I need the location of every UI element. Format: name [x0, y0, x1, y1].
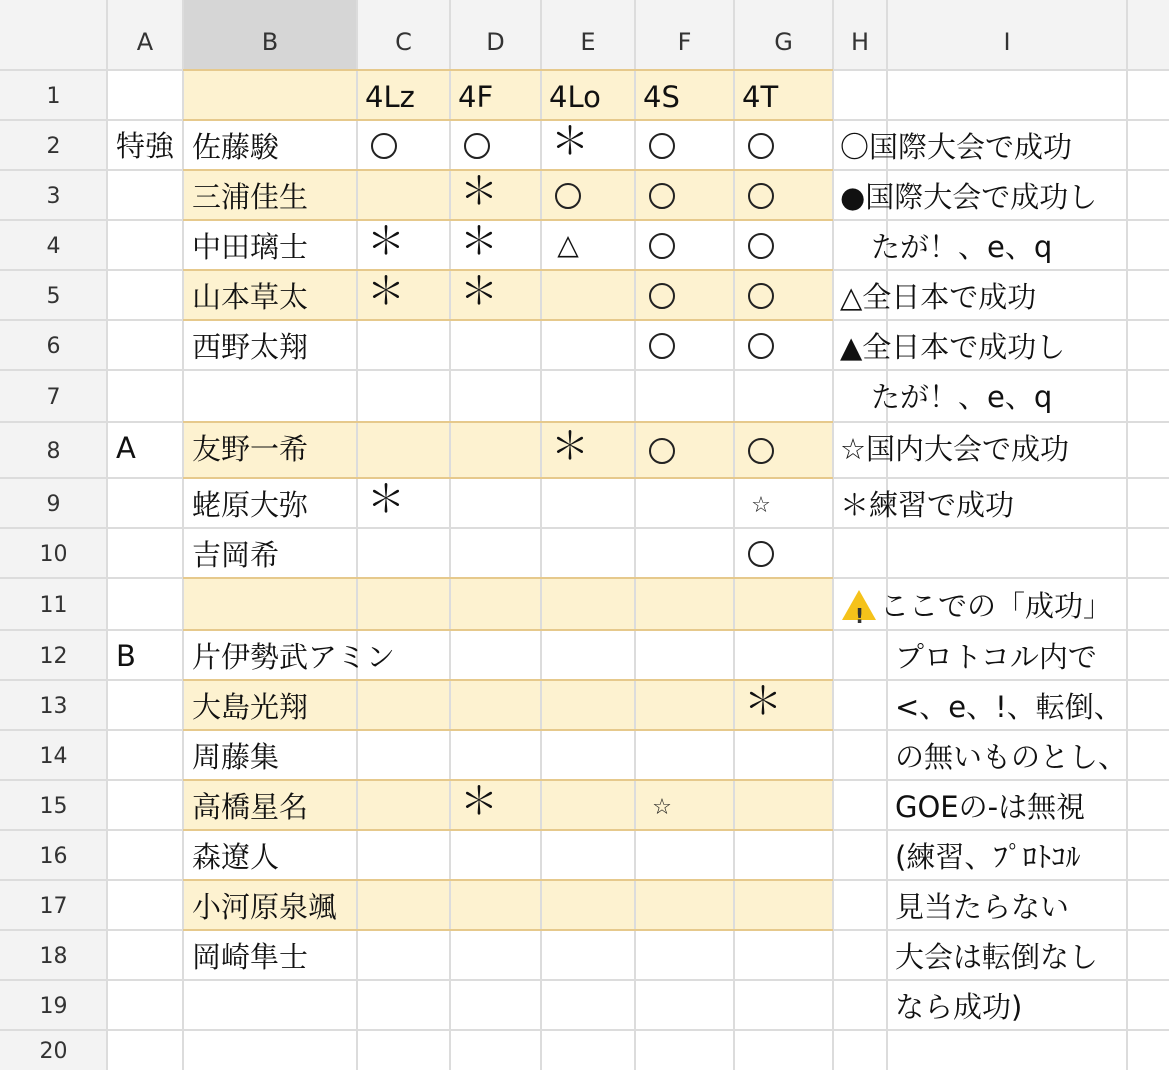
- circle-mark: [748, 133, 774, 159]
- highlight-row-2: [183, 70, 833, 120]
- row-header-16[interactable]: 16: [39, 844, 68, 869]
- note-line: の無いものとし、: [895, 740, 1128, 774]
- skater-name[interactable]: 山本草太: [192, 280, 309, 314]
- row-header-15[interactable]: 15: [39, 794, 68, 819]
- highlight-border: [183, 477, 833, 479]
- grid-vline: [1126, 0, 1128, 1070]
- highlight-border: [183, 169, 833, 171]
- row-header-1[interactable]: 1: [46, 84, 61, 109]
- jump-mark-circle[interactable]: [744, 120, 778, 170]
- circle-mark: [649, 333, 675, 359]
- star-mark: ＊: [460, 779, 499, 823]
- jump-header-4f[interactable]: 4F: [458, 80, 494, 114]
- highlight-border: [183, 269, 833, 271]
- skater-name[interactable]: 岡崎隼士: [192, 940, 309, 974]
- grid-vline: [449, 0, 451, 1070]
- legend-line: △全日本で成功: [840, 280, 1037, 314]
- jump-mark-circle[interactable]: [744, 170, 778, 220]
- row-header-6[interactable]: 6: [46, 334, 61, 359]
- jump-mark-wstar[interactable]: [645, 780, 679, 830]
- jump-mark-wstar[interactable]: [744, 478, 778, 528]
- tri-mark: △: [557, 228, 579, 261]
- column-header-c[interactable]: C: [395, 28, 412, 56]
- circle-mark: [464, 133, 490, 159]
- circle-mark: [748, 333, 774, 359]
- star-mark: ＊: [744, 679, 783, 723]
- highlight-border: [183, 829, 833, 831]
- jump-mark-star[interactable]: [367, 219, 406, 270]
- star-mark: ＊: [551, 424, 590, 468]
- jump-header-4lz[interactable]: 4Lz: [365, 80, 415, 114]
- jump-mark-tri[interactable]: [551, 220, 585, 270]
- legend-line: たが！、e、q: [871, 230, 1053, 264]
- star-mark: ＊: [551, 119, 590, 163]
- star-mark: ＊: [460, 169, 499, 213]
- highlight-border: [183, 729, 833, 731]
- row-header-13[interactable]: 13: [39, 694, 68, 719]
- star-mark: ＊: [367, 219, 406, 263]
- jump-header-4s[interactable]: 4S: [643, 80, 680, 114]
- skater-name[interactable]: 中田璃士: [192, 230, 309, 264]
- circle-mark: [649, 133, 675, 159]
- row-header-3[interactable]: 3: [46, 184, 61, 209]
- jump-mark-star[interactable]: [744, 679, 783, 730]
- grid-hline: [0, 979, 1169, 981]
- note-line: なら成功): [895, 990, 1023, 1024]
- jump-mark-star[interactable]: [460, 269, 499, 320]
- star-mark: ＊: [367, 269, 406, 313]
- grid-vline: [182, 0, 184, 1070]
- note-line: 大会は転倒なし: [895, 940, 1099, 974]
- highlight-border: [183, 629, 833, 631]
- jump-mark-circle[interactable]: [645, 270, 679, 320]
- row-header-18[interactable]: 18: [39, 944, 68, 969]
- skater-name[interactable]: 森遼人: [192, 840, 280, 874]
- star-mark: ＊: [460, 219, 499, 263]
- star-mark: ＊: [460, 269, 499, 313]
- row-header-12[interactable]: 12: [39, 644, 68, 669]
- highlight-border: [183, 679, 833, 681]
- grid-vline: [733, 0, 735, 1070]
- warning-icon: [842, 590, 876, 620]
- highlight-border: [183, 219, 833, 221]
- jump-mark-circle[interactable]: [744, 220, 778, 270]
- skater-name[interactable]: 周藤集: [192, 740, 280, 774]
- note-line: (練習、ﾌﾟﾛﾄｺﾙ: [895, 840, 1081, 874]
- legend-line: 〇国際大会で成功: [840, 130, 1073, 164]
- jump-mark-circle[interactable]: [367, 120, 401, 170]
- row-header-10[interactable]: 10: [39, 542, 68, 567]
- highlight-border: [183, 879, 833, 881]
- star-mark: ＊: [367, 477, 406, 521]
- jump-mark-circle[interactable]: [744, 422, 778, 478]
- note-line: GOEの-は無視: [895, 790, 1086, 824]
- circle-mark: [649, 438, 675, 464]
- jump-mark-circle[interactable]: [645, 320, 679, 370]
- skater-name[interactable]: 西野太翔: [192, 330, 309, 364]
- note-line: 見当たらない: [895, 890, 1070, 924]
- circle-mark: [748, 233, 774, 259]
- legend-line: ＊練習で成功: [840, 488, 1015, 522]
- grid-vline: [832, 0, 834, 1070]
- jump-mark-circle[interactable]: [645, 422, 679, 478]
- column-header-g[interactable]: G: [774, 28, 793, 56]
- skater-name[interactable]: 友野一希: [192, 432, 309, 466]
- highlight-border: [183, 421, 833, 423]
- jump-mark-circle[interactable]: [551, 170, 585, 220]
- row-header-7[interactable]: 7: [46, 385, 61, 410]
- jump-mark-star[interactable]: [460, 779, 499, 830]
- skater-name[interactable]: 片伊勢武アミン: [192, 640, 396, 674]
- jump-header-4t[interactable]: 4T: [742, 80, 779, 114]
- row-header-17[interactable]: 17: [39, 894, 68, 919]
- legend-line: たが！、e、q: [871, 380, 1053, 414]
- column-header-a[interactable]: A: [136, 28, 154, 56]
- circle-mark: [748, 541, 774, 567]
- jump-mark-star[interactable]: [460, 219, 499, 270]
- legend-line: ●国際大会で成功し: [840, 180, 1098, 214]
- jump-mark-star[interactable]: [551, 119, 590, 170]
- group-label[interactable]: 特強: [116, 129, 175, 163]
- skater-name[interactable]: 吉岡希: [192, 538, 280, 572]
- jump-mark-circle[interactable]: [645, 220, 679, 270]
- legend-line: ☆国内大会で成功: [840, 432, 1069, 466]
- row-header-4[interactable]: 4: [46, 234, 61, 259]
- skater-name[interactable]: 大島光翔: [192, 690, 309, 724]
- skater-name[interactable]: 小河原泉颯: [192, 890, 338, 924]
- group-label[interactable]: B: [116, 639, 136, 673]
- highlight-border: [183, 319, 833, 321]
- jump-mark-circle[interactable]: [645, 120, 679, 170]
- grid-hline: [0, 1029, 1169, 1031]
- jump-mark-circle[interactable]: [460, 120, 494, 170]
- grid-vline: [634, 0, 636, 1070]
- column-header-d[interactable]: D: [486, 28, 505, 56]
- wstar-mark: ☆: [652, 795, 672, 820]
- skater-name[interactable]: 蛯原大弥: [192, 488, 309, 522]
- row-header-19[interactable]: 19: [39, 994, 68, 1019]
- grid-vline: [540, 0, 542, 1070]
- highlight-border: [183, 929, 833, 931]
- row-header-5[interactable]: 5: [46, 284, 61, 309]
- row-header-2[interactable]: 2: [46, 134, 61, 159]
- circle-mark: [748, 283, 774, 309]
- column-header-i[interactable]: I: [1003, 28, 1011, 56]
- skater-name[interactable]: 佐藤駿: [192, 130, 280, 164]
- highlight-border: [183, 577, 833, 579]
- note-line: <、e、!、転倒、: [895, 690, 1123, 724]
- circle-mark: [649, 183, 675, 209]
- jump-header-4lo[interactable]: 4Lo: [549, 80, 601, 114]
- highlight-row-12: [183, 578, 833, 630]
- note-title: [842, 586, 1112, 626]
- column-header-e[interactable]: E: [580, 28, 596, 56]
- row-header-14[interactable]: 14: [39, 744, 68, 769]
- skater-name[interactable]: 高橋星名: [192, 790, 309, 824]
- column-header-b[interactable]: B: [261, 28, 279, 56]
- circle-mark: [555, 183, 581, 209]
- circle-mark: [371, 133, 397, 159]
- legend-line: ▲全日本で成功し: [840, 330, 1066, 364]
- row-header-11[interactable]: 11: [39, 593, 68, 618]
- group-label[interactable]: A: [116, 431, 136, 465]
- note-title-text: ここでの「成功」: [880, 589, 1113, 623]
- highlight-border: [183, 119, 833, 121]
- circle-mark: [649, 283, 675, 309]
- jump-mark-star[interactable]: [551, 422, 590, 478]
- skater-name[interactable]: 三浦佳生: [192, 180, 309, 214]
- note-line: プロトコル内で: [895, 640, 1097, 674]
- grid-hline: [0, 527, 1169, 529]
- jump-mark-star[interactable]: [367, 477, 406, 528]
- circle-mark: [748, 183, 774, 209]
- row-header-20[interactable]: 20: [39, 1039, 68, 1064]
- jump-mark-circle[interactable]: [744, 270, 778, 320]
- jump-mark-circle[interactable]: [645, 170, 679, 220]
- grid-vline: [356, 0, 358, 1070]
- grid-hline: [0, 369, 1169, 371]
- jump-mark-star[interactable]: [367, 269, 406, 320]
- row-header-9[interactable]: 9: [46, 492, 61, 517]
- row-header-8[interactable]: 8: [46, 439, 61, 464]
- highlight-border: [183, 779, 833, 781]
- column-header-h[interactable]: H: [850, 28, 870, 56]
- jump-mark-circle[interactable]: [744, 320, 778, 370]
- circle-mark: [649, 233, 675, 259]
- circle-mark: [748, 438, 774, 464]
- jump-mark-star[interactable]: [460, 169, 499, 220]
- jump-mark-circle[interactable]: [744, 528, 778, 578]
- column-header-f[interactable]: F: [677, 28, 692, 56]
- wstar-mark: ☆: [751, 493, 771, 518]
